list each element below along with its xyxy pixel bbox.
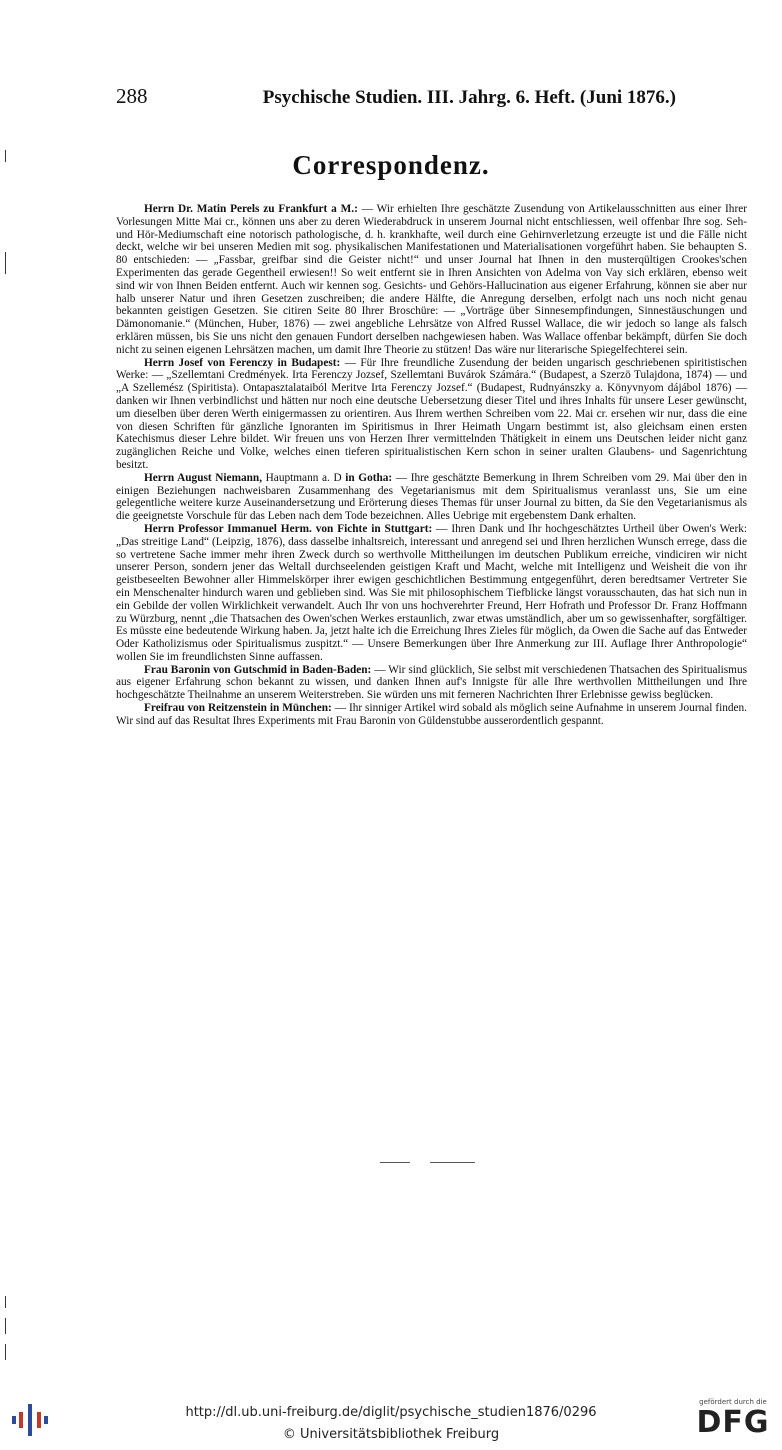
letter-addressee: Frau Baronin von Gutschmid in Baden-Baden: (144, 663, 372, 676)
letter-addressee-place: in Gotha: (345, 471, 393, 484)
margin-mark (5, 1318, 6, 1334)
letter-text: — Für Ihre freundliche Zusendung der beiden ungarisch geschriebenen spiritistischen Werke: — „Szellemtani Credmények. Irta Ferenczy Jozsef, Szellemtani Buvárok Számára.“ (Budapest, a Szerzö Tulajdona, 1874) — und „A Szellemész (Spiritista). Ontapasztalataiból Meritve Irta Ferenczy Jozsef.“ (Budapest, Rudnyánszky a. Könyvnyom dájábol 1876) — danken wir Ihnen verbindlichst und hätten nur noch eine deutsche Uebersetzung dieser Titel und ihres Inhalts für unsere Leser gewünscht, um dieselben über deren Werth einigermassen zu orientiren. Aus Ihrem werthen Schreiben vom 22. Mai cr. ersehen wir nur, dass die eine von diesen Schriften für gänzliche Ignoranten im Spiritismus in Ihrer Heimath Ungarn bestimmt ist, also gleichsam einen ersten Katechismus dieser Lehre bildet. Wir freuen uns von Herzen Ihrer vermittelnden Thätigkeit in einem uns Deutschen leider nicht ganz zugänglichen Reiche und Volke, welches einen tieferen spiritualistischen Kern schon in seiner uralten Glaubens- und Sagenrichtung besitzt. (116, 356, 747, 471)
copyright-notice: © Universitätsbibliothek Freiburg (282, 1427, 500, 1442)
letter-text: — Wir erhielten Ihre geschätzte Zusendung von Artikelausschnitten aus einer Ihrer Vorlesungen Mitte Mai cr., können uns aber zu deren Wiederabdruck in unserem Journal nicht entschliessen, weil offenbar Ihre sog. Seh- und Hör-Mediumschaft eine notorisch pathologische, d. h. krankhafte, weil durch eine Gehirnverletzung erzeugte ist und die Fälle nicht deckt, welche wir bei unseren Medien mit sog. physikalischen Manifestationen und Materialisationen vorgeführt haben. Sie behaupten S. 80 entschieden: — „Fassbar, greifbar sind die Geister nicht!“ und unser Journal hat Ihnen in den musterqültigen Crookes'schen Experimenten das gerade Gegentheil erwiesen!! So weit entfernt sie in Ihren Ansichten von Adelma von Vay sich erklären, ebenso weit sind wir von Ihnen Beiden entfernt. Auch wir kennen sog. Gesichts- und Gehörs-Hallucination aus eigener Erfahrung, können sie aber nur halb unserer Natur und ihren Gesetzen zuschreiben; die andere Hälfte, die Anregung derselben, erfolgt nach uns noch nicht genau bekannten geistigen Gesetzen. Sie citiren Seite 80 Ihrer Broschüre: — „Vorträge über Sinnesempfindungen, Sinnestäuschungen und Dämonomanie.“ (München, Huber, 1876) — zwei angebliche Lehrsätze von Alfred Russel Wallace, die wir jedoch so lange als falsch erklären müssen, bis Sie uns nicht den genauen Fundort derselben nachgewiesen haben. Was Wallace offenbar bekämpft, dürfen Sie doch nicht zu seinen eigenen Lehrsätzen machen, um damit Ihre Theorie zu stützen! Das wäre nur literarische Spiegelfechterei sein. (116, 203, 747, 356)
dfg-caption: gefördert durch die (699, 1398, 767, 1406)
page-title: Correspondenz. (292, 150, 490, 180)
letter-text: — Ihren Dank und Ihr hochgeschätztes Urtheil über Owen's Werk: „Das streitige Land“ (Leipzig, 1876), dass dasselbe inhaltsreich, interessant und anregend sei und Ihren herzlichen Wunsch errege, dass die so vertretene Sache immer mehr ihren Zweck durch so werthvolle Mittheilungen im deutschen Publikum erreiche, vindiciren wir nicht unserer Person, sondern jener das Weltall durchseelenden geistigen Kraft und Macht, welche mit Intelligenz und Weisheit die von ihr geistbeseelten Bewohner aller Himmelskörper ihrer ewigen geschichtlichen Bestimmung entgegenführt, deren beredtsamer Vertreter Sie ein Menschenalter hindurch waren und geblieben sind. Was Sie mit philosophischem Tiefblicke längst vorausschauten, das hat sich nun in ein Gebilde der vollen Wirklichkeit verwandelt. Auch Ihr von uns hochverehrter Freund, Herr Hofrath und Professor Dr. Franz Hoffmann zu Würzburg, nennt „die Thatsachen des Owen'schen Werkes erstaunlich, zwar etwas umständlich, aber um so gewissenhafter, sorgfältiger. Es müsste eine bedeutende Wirkung haben. Ja, jetzt halte ich die Erreichung Ihres Zieles für möglich, da Owen die Sache auf das Entweder Oder Katholizismus oder Spiritualismus zuspitzt.“ — Unsere Bemerkungen über Ihre Anmerkung zur III. Auflage Ihrer Anthropologie“ wollen Sie im freundlichsten Sinne auffassen. (116, 522, 747, 663)
margin-mark (5, 1296, 6, 1308)
closing-rule (380, 1162, 410, 1163)
letter-text: — Ihre geschätzte Bemerkung in Ihrem Schreiben vom 29. Mai über den in einigen Beziehungen nachweisbaren Zusammenhang des Vegetarianismus mit dem Spiritualismus veranlasst uns, Sie um eine gelegentliche weitere kurze Auseinandersetzung und Erörterung dieses Themas für unser Journal zu bitten, da Sie den Vegetarianismus als die geeignetste Vorschule für das Leben nach dem Tode bezeichnen. Alles Uebrige mit ergebenstem Dank erhalten. (116, 471, 748, 523)
margin-mark (5, 1344, 6, 1360)
dfg-funding-badge[interactable] (692, 1398, 774, 1444)
margin-mark (5, 252, 6, 274)
letter-paragraph (116, 702, 747, 728)
letter-addressee: Freifrau von Reitzenstein in München: (144, 702, 332, 715)
dfg-logo-icon: DFG (696, 1405, 770, 1440)
letter-addressee: Herrn Dr. Matin Perels zu Frankfurt a M.: (144, 203, 358, 215)
running-title: Psychische Studien. III. Jahrg. 6. Heft. (Juni 1876.) (262, 87, 676, 108)
running-head (116, 84, 676, 109)
page-number: 288 (116, 84, 148, 108)
letter-text: — Ihr sinniger Artikel wird sobald als möglich seine Aufnahme in unserem Journal finden. Wir sind auf das Resultat Ihres Experiments mit Frau Baronin von Güldenstubbe ausserordentlich gespannt. (116, 702, 747, 727)
letter-paragraph (116, 523, 747, 664)
permalink-url[interactable]: http://dl.ub.uni-freiburg.de/diglit/psychische_studien1876/0296 (185, 1405, 597, 1420)
closing-rule (430, 1162, 475, 1163)
letter-addressee: Herrn August Niemann, (144, 471, 263, 484)
letter-addressee: Herrn Josef von Ferenczy in Budapest: (144, 356, 341, 369)
letter-paragraph (116, 203, 747, 357)
letter-addressee-rank: Hauptmann a. D (262, 471, 346, 484)
letter-paragraph (116, 357, 747, 472)
viewer-footer (0, 1390, 782, 1450)
correspondence-body (116, 203, 747, 728)
letter-addressee: Herrn Professor Immanuel Herm. von Fichte in Stuttgart: (144, 522, 433, 535)
letter-text: — Wir sind glücklich, Sie selbst mit verschiedenen Thatsachen des Spiritualismus aus eigener Erfahrung schon bekannt zu wissen, und danken Ihnen auf's Innigste für alle Ihre werthvollen Mittheilungen und Ihre hochgeschätzte Theilnahme an unserem Weiterstreben. Sie würden uns mit ferneren Nachrichten Ihrer Erlebnisse gewiss beglücken. (116, 663, 747, 702)
letter-paragraph (116, 664, 747, 702)
letter-paragraph (116, 472, 747, 523)
